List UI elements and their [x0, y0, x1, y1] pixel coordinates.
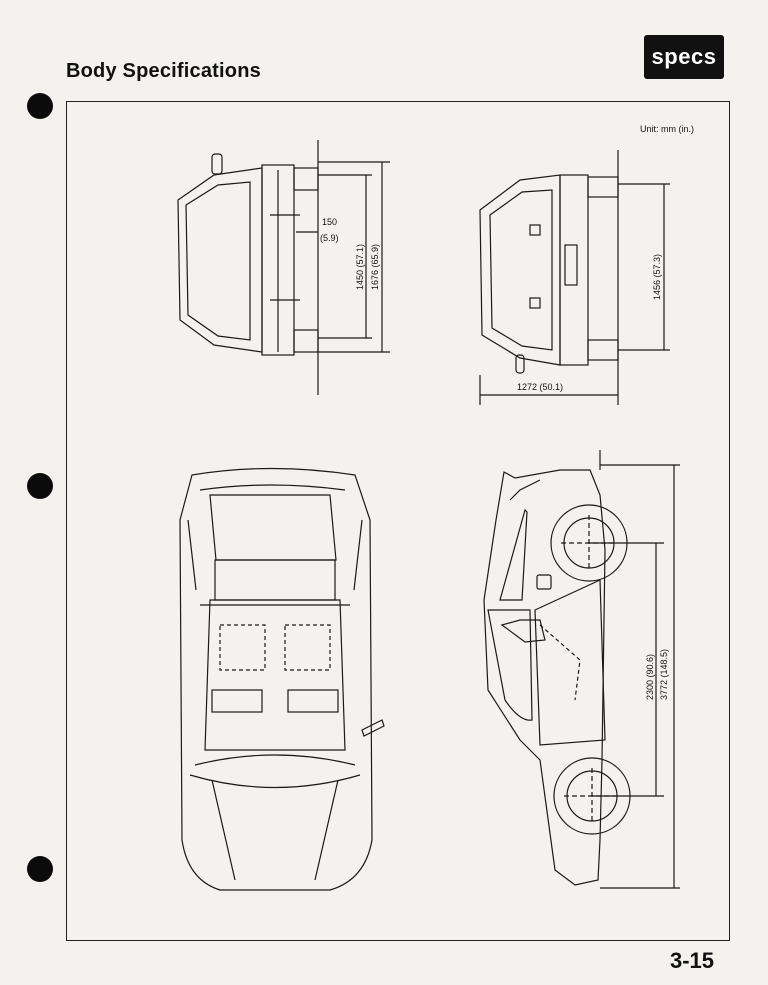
- front-overhang-in-label: (5.9): [320, 233, 339, 243]
- wheelbase-label: 2300 (90.6): [645, 653, 655, 700]
- page-title: Body Specifications: [66, 60, 261, 82]
- specs-badge: specs: [644, 35, 724, 79]
- height-label: 1450 (57.1): [355, 243, 365, 290]
- side-view-drawing: [484, 450, 680, 888]
- front-track-label: 1272 (50.1): [517, 382, 564, 392]
- width-label: 1676 (65.9): [370, 243, 380, 290]
- rear-track-label: 1456 (57.3): [652, 253, 662, 300]
- rear-view-drawing: [480, 150, 670, 405]
- page-number: 3-15: [670, 948, 715, 973]
- front-overhang-label: 150: [322, 217, 338, 227]
- unit-note: Unit: mm (in.): [640, 124, 694, 134]
- front-view-drawing: [178, 140, 390, 395]
- top-view-drawing: [180, 469, 384, 891]
- length-label: 3772 (148.5): [659, 648, 669, 700]
